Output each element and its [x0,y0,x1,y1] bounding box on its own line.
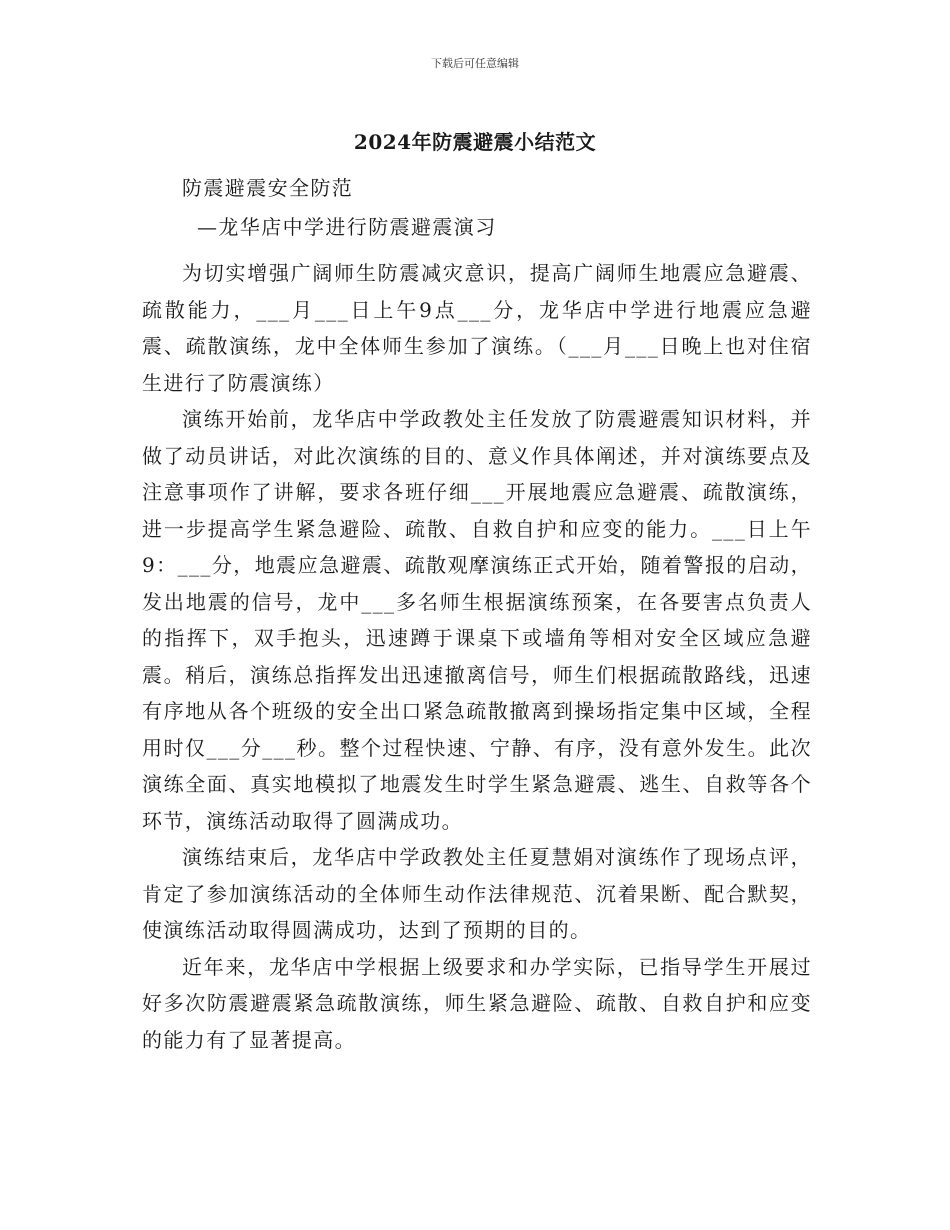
document-body [142,170,812,1058]
paragraph-4: 近年来，龙华店中学根据上级要求和办学实际，已指导学生开展过好多次防震避震紧急疏散演练，师生紧急避险、疏散、自救自护和应变的能力有了显著提高。 [142,954,812,1052]
section-heading: 防震避震安全防范 [182,176,354,200]
section-subtitle: —龙华店中学进行防震避震演习 [197,214,497,239]
paragraph-1: 为切实增强广阔师生防震减灾意识，提高广阔师生地震应急避震、疏散能力，___月___日上午9点___分，龙华店中学进行地震应急避震、疏散演练，龙中全体师生参加了演练。（___月___日晚上也对住宿生进行了防震演练） [142,261,812,395]
document-title: 2024年防震避震小结范文 [353,130,597,154]
page-header-note: 下载后可任意编辑 [431,57,519,70]
paragraph-3: 演练结束后，龙华店中学政教处主任夏慧娟对演练作了现场点评，肯定了参加演练活动的全体师生动作法律规范、沉着果断、配合默契，使演练活动取得圆满成功，达到了预期的目的。 [142,845,812,942]
paragraph-2: 演练开始前，龙华店中学政教处主任发放了防震避震知识材料，并做了动员讲话，对此次演练的目的、意义作具体阐述，并对演练要点及注意事项作了讲解，要求各班仔细___开展地震应急避震、疏散演练，进一步提高学生紧急避险、疏散、自救自护和应变的能力。___日上午9：___分，地震应急避震、疏散观摩演练正式开始，随着警报的启动，发出地震的信号，龙中___多名师生根据演练预案，在各要害点负责人的指挥下，双手抱头，迅速蹲于课桌下或墙角等相对安全区域应急避震。稍后，演练总指挥发出迅速撤离信号，师生们根据疏散路线，迅速有序地从各个班级的安全出口紧急疏散撤离到操场指定集中区域，全程用时仅___分___秒。整个过程快速、宁静、有序，没有意外发生。此次演练全面、真实地模拟了地震发生时学生紧急避震、逃生、自救等各个环节，演练活动取得了圆满成功。 [142,407,812,833]
